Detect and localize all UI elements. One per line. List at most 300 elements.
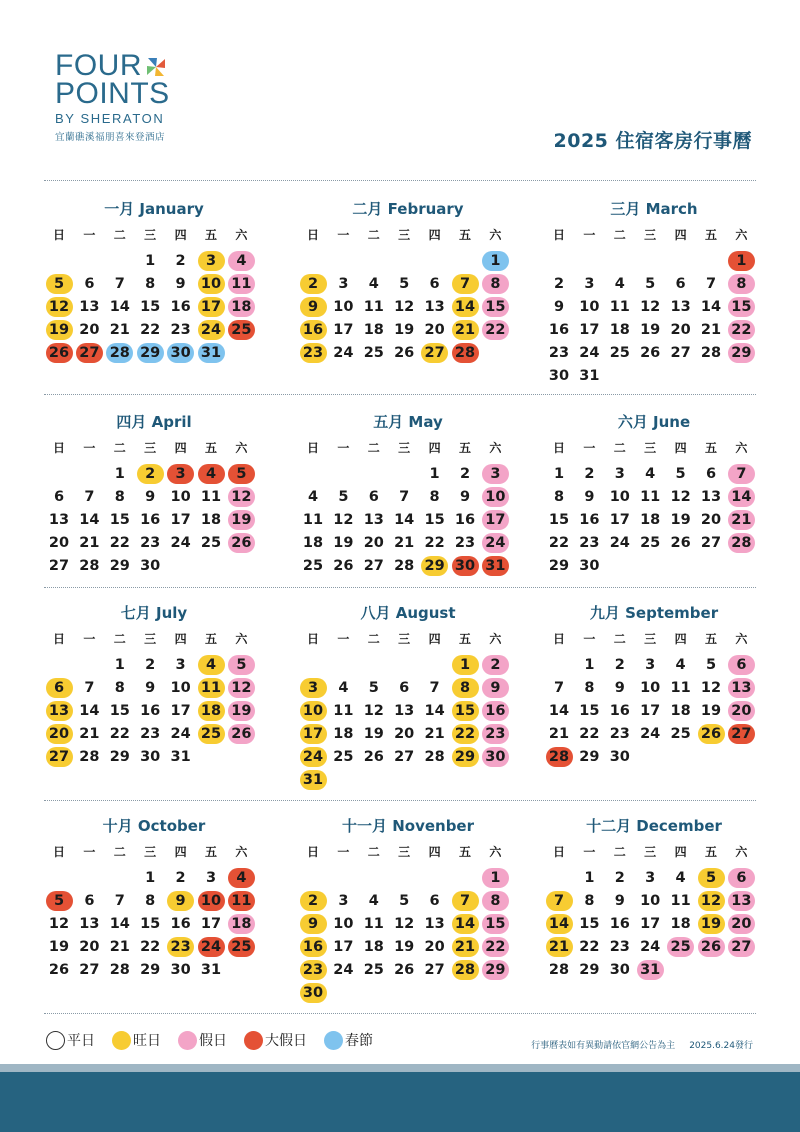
day-cell: 25: [228, 937, 255, 957]
day-cell: 4: [675, 657, 686, 673]
day-cell: 17: [579, 322, 600, 338]
day-cell: 21: [394, 535, 415, 551]
day-cell: 28: [424, 749, 445, 765]
day-cell: 8: [114, 489, 125, 505]
weekday-header: 五: [458, 845, 471, 859]
month-title: 五月 May: [373, 413, 443, 431]
day-cell: 14: [424, 703, 445, 719]
day-cell: 12: [363, 703, 384, 719]
legend: [46, 1030, 390, 1050]
day-cell: 14: [79, 703, 100, 719]
day-cell: 31: [198, 343, 225, 363]
day-cell: 29: [548, 558, 570, 574]
day-cell: 8: [145, 893, 156, 909]
day-cell: 5: [368, 680, 379, 696]
day-cell: 24: [170, 535, 191, 551]
day-cell: 31: [637, 960, 664, 980]
weekday-header: 日: [52, 441, 65, 455]
day-cell: 22: [140, 322, 161, 338]
day-cell: 24: [300, 747, 327, 767]
spring-festival-swatch-icon: [324, 1031, 343, 1050]
day-cell: 29: [728, 343, 755, 363]
day-cell: 2: [145, 657, 156, 673]
day-cell: 20: [424, 939, 445, 955]
day-cell: 18: [198, 701, 225, 721]
month-title: 一月 January: [104, 200, 204, 218]
day-cell: 19: [48, 939, 70, 955]
weekday-header: 四: [428, 228, 441, 242]
day-cell: 9: [614, 893, 625, 909]
footer-stripe: [0, 1064, 800, 1072]
day-cell: 29: [579, 962, 600, 978]
day-cell: 2: [553, 276, 565, 292]
day-cell: 17: [170, 703, 191, 719]
day-cell: 10: [300, 701, 327, 721]
day-cell: 6: [728, 868, 755, 888]
day-cell: 30: [140, 558, 161, 574]
weekday-header: 五: [704, 845, 717, 859]
day-cell: 18: [228, 914, 255, 934]
month-calendar: [298, 411, 518, 591]
day-cell: 26: [228, 533, 255, 553]
day-cell: 31: [482, 556, 509, 576]
day-cell: 7: [429, 680, 440, 696]
weekday-header: 日: [306, 845, 319, 859]
month-calendar: [544, 198, 764, 384]
day-cell: 11: [200, 489, 222, 505]
day-cell: 29: [137, 343, 164, 363]
weekday-header: 二: [367, 632, 380, 646]
day-cell: 6: [399, 680, 410, 696]
day-cell: 13: [700, 489, 722, 505]
day-cell: 30: [609, 962, 630, 978]
day-cell: 24: [170, 726, 191, 742]
weekday-header: 四: [674, 845, 687, 859]
day-cell: 3: [482, 464, 509, 484]
day-cell: 3: [175, 657, 186, 673]
day-cell: 20: [79, 939, 100, 955]
weekday-header: 一: [583, 441, 596, 455]
weekday-header: 三: [398, 441, 411, 455]
day-cell: 1: [482, 251, 509, 271]
day-cell: 7: [84, 489, 95, 505]
day-cell: 10: [640, 680, 661, 696]
day-cell: 25: [198, 724, 225, 744]
day-cell: 12: [700, 680, 722, 696]
weekday-header: 二: [367, 441, 380, 455]
day-cell: 23: [482, 724, 509, 744]
weekday-header: 五: [458, 228, 471, 242]
day-cell: 8: [584, 680, 595, 696]
day-cell: 5: [399, 893, 410, 909]
day-cell: 16: [482, 701, 509, 721]
day-cell: 20: [79, 322, 100, 338]
day-cell: 3: [198, 251, 225, 271]
day-cell: 2: [137, 464, 164, 484]
day-cell: 15: [482, 914, 509, 934]
weekday-header: 五: [204, 632, 217, 646]
month-calendar: [44, 198, 264, 378]
day-cell: 15: [728, 297, 755, 317]
day-cell: 29: [452, 747, 479, 767]
day-cell: 13: [394, 703, 415, 719]
day-cell: 26: [394, 962, 415, 978]
day-cell: 7: [705, 276, 717, 292]
weekday-header: 六: [235, 845, 248, 859]
day-cell: 27: [48, 558, 70, 574]
divider-row-1: [44, 394, 756, 395]
day-cell: 1: [584, 870, 595, 886]
weekday-header: 五: [204, 845, 217, 859]
day-cell: 22: [140, 939, 161, 955]
day-cell: 2: [584, 466, 595, 482]
day-cell: 1: [114, 657, 125, 673]
weekday-header: 一: [337, 441, 350, 455]
day-cell: 8: [482, 891, 509, 911]
day-cell: 16: [140, 703, 161, 719]
day-cell: 28: [700, 345, 722, 361]
weekday-header: 日: [52, 228, 65, 242]
day-cell: 12: [228, 678, 255, 698]
day-cell: 28: [548, 962, 570, 978]
day-cell: 11: [333, 703, 354, 719]
legend-holiday: [178, 1030, 227, 1050]
day-cell: 20: [670, 322, 691, 338]
legend-plain-label: 平日: [67, 1033, 95, 1049]
day-cell: 22: [109, 535, 130, 551]
day-cell: 23: [609, 939, 630, 955]
weekday-header: 六: [235, 632, 248, 646]
day-cell: 26: [46, 343, 73, 363]
day-cell: 11: [363, 916, 384, 932]
day-cell: 14: [109, 299, 130, 315]
weekday-header: 一: [583, 632, 596, 646]
day-cell: 22: [579, 939, 600, 955]
day-cell: 11: [609, 299, 630, 315]
day-cell: 5: [338, 489, 349, 505]
day-cell: 29: [579, 749, 600, 765]
day-cell: 22: [452, 724, 479, 744]
day-cell: 31: [170, 749, 191, 765]
day-cell: 15: [579, 703, 600, 719]
day-cell: 9: [145, 680, 156, 696]
weekday-header: 日: [552, 228, 565, 242]
weekday-header: 三: [144, 845, 157, 859]
day-cell: 6: [429, 893, 440, 909]
day-cell: 18: [200, 512, 222, 528]
weekday-header: 四: [428, 632, 441, 646]
day-cell: 18: [228, 297, 255, 317]
weekday-header: 五: [704, 228, 717, 242]
day-cell: 25: [670, 726, 691, 742]
day-cell: 31: [200, 962, 222, 978]
day-cell: 19: [228, 701, 255, 721]
day-cell: 21: [452, 937, 479, 957]
day-cell: 2: [300, 891, 327, 911]
day-cell: 25: [302, 558, 324, 574]
day-cell: 25: [363, 962, 384, 978]
day-cell: 23: [300, 960, 327, 980]
day-cell: 19: [333, 535, 354, 551]
day-cell: 27: [76, 343, 103, 363]
weekday-header: 一: [337, 845, 350, 859]
day-cell: 23: [140, 535, 161, 551]
pinwheel-logo-icon: [145, 56, 167, 78]
footer-band: [0, 1072, 800, 1132]
day-cell: 12: [228, 487, 255, 507]
weekday-header: 三: [644, 441, 657, 455]
day-cell: 16: [170, 299, 191, 315]
day-cell: 1: [553, 466, 565, 482]
day-cell: 6: [675, 276, 686, 292]
day-cell: 26: [228, 724, 255, 744]
weekday-header: 六: [489, 228, 502, 242]
day-cell: 26: [670, 535, 691, 551]
day-cell: 10: [482, 487, 509, 507]
day-cell: 4: [198, 464, 225, 484]
day-cell: 26: [698, 937, 725, 957]
weekday-header: 一: [337, 632, 350, 646]
weekday-header: 日: [552, 845, 565, 859]
logo-hotel-chinese-name: 宜蘭礁溪福朋喜來登酒店: [55, 132, 166, 143]
day-cell: 18: [333, 726, 354, 742]
weekday-header: 五: [704, 441, 717, 455]
day-cell: 21: [109, 939, 130, 955]
weekday-header: 二: [113, 845, 126, 859]
weekday-header: 日: [306, 632, 319, 646]
legend-weekend: [112, 1030, 161, 1050]
day-cell: 15: [140, 916, 161, 932]
day-cell: 11: [670, 680, 691, 696]
weekday-header: 日: [552, 441, 565, 455]
day-cell: 1: [429, 466, 440, 482]
weekday-header: 六: [489, 632, 502, 646]
page-title: 2025 住宿客房行事曆: [553, 130, 752, 152]
day-cell: 6: [53, 489, 65, 505]
day-cell: 18: [302, 535, 324, 551]
day-cell: 22: [548, 535, 570, 551]
day-cell: 21: [728, 510, 755, 530]
day-cell: 5: [228, 655, 255, 675]
month-calendar: [298, 602, 518, 788]
day-cell: 24: [333, 345, 354, 361]
day-cell: 23: [140, 726, 161, 742]
day-cell: 4: [368, 893, 379, 909]
day-cell: 30: [140, 749, 161, 765]
weekday-header: 五: [704, 632, 717, 646]
day-cell: 13: [46, 701, 73, 721]
day-cell: 13: [670, 299, 691, 315]
day-cell: 12: [48, 916, 70, 932]
day-cell: 28: [394, 558, 415, 574]
day-cell: 7: [728, 464, 755, 484]
weekday-header: 六: [489, 845, 502, 859]
holiday-swatch-icon: [178, 1031, 197, 1050]
legend-holiday-label: 假日: [199, 1033, 227, 1049]
day-cell: 2: [614, 657, 625, 673]
day-cell: 20: [728, 914, 755, 934]
day-cell: 4: [198, 655, 225, 675]
weekday-header: 二: [113, 228, 126, 242]
day-cell: 26: [333, 558, 354, 574]
day-cell: 12: [698, 891, 725, 911]
weekday-header: 六: [735, 228, 748, 242]
day-cell: 16: [548, 322, 570, 338]
day-cell: 2: [459, 466, 471, 482]
weekday-header: 二: [367, 845, 380, 859]
day-cell: 27: [421, 343, 448, 363]
day-cell: 28: [452, 343, 479, 363]
day-cell: 26: [640, 345, 661, 361]
day-cell: 17: [300, 724, 327, 744]
day-cell: 21: [700, 322, 722, 338]
day-cell: 24: [198, 937, 225, 957]
day-cell: 5: [675, 466, 686, 482]
day-cell: 18: [670, 916, 691, 932]
day-cell: 14: [548, 703, 570, 719]
day-cell: 16: [609, 703, 630, 719]
day-cell: 3: [167, 464, 194, 484]
day-cell: 9: [459, 489, 471, 505]
day-cell: 11: [640, 489, 661, 505]
day-cell: 29: [109, 558, 130, 574]
logo-by-sheraton: BY SHERATON: [55, 111, 165, 126]
day-cell: 27: [670, 345, 691, 361]
day-cell: 3: [300, 678, 327, 698]
day-cell: 22: [728, 320, 755, 340]
weekday-header: 五: [458, 632, 471, 646]
day-cell: 22: [424, 535, 445, 551]
day-cell: 13: [728, 891, 755, 911]
day-cell: 3: [645, 870, 656, 886]
divider-bottom: [44, 1013, 756, 1014]
day-cell: 9: [584, 489, 595, 505]
month-calendar: [44, 815, 264, 995]
day-cell: 13: [424, 299, 445, 315]
day-cell: 15: [482, 297, 509, 317]
day-cell: 20: [700, 512, 722, 528]
day-cell: 17: [333, 322, 354, 338]
weekday-header: 三: [398, 632, 411, 646]
day-cell: 23: [454, 535, 476, 551]
day-cell: 20: [424, 322, 445, 338]
day-cell: 11: [302, 512, 324, 528]
weekday-header: 二: [613, 228, 626, 242]
weekday-header: 三: [398, 845, 411, 859]
day-cell: 9: [145, 489, 156, 505]
day-cell: 2: [175, 870, 186, 886]
weekday-header: 五: [204, 441, 217, 455]
day-cell: 13: [363, 512, 384, 528]
day-cell: 4: [338, 680, 349, 696]
day-cell: 10: [198, 891, 225, 911]
day-cell: 31: [300, 770, 327, 790]
day-cell: 16: [454, 512, 476, 528]
weekday-header: 六: [235, 441, 248, 455]
weekday-header: 一: [583, 228, 596, 242]
day-cell: 11: [670, 893, 691, 909]
day-cell: 30: [167, 343, 194, 363]
day-cell: 3: [645, 657, 656, 673]
day-cell: 19: [394, 939, 415, 955]
day-cell: 16: [300, 937, 327, 957]
day-cell: 21: [79, 726, 100, 742]
day-cell: 30: [170, 962, 191, 978]
weekday-header: 三: [644, 228, 657, 242]
month-calendar: [298, 815, 518, 1001]
month-title: 二月 February: [352, 200, 464, 218]
weekday-header: 二: [613, 632, 626, 646]
day-cell: 6: [429, 276, 440, 292]
day-cell: 11: [198, 678, 225, 698]
weekday-header: 六: [489, 441, 502, 455]
weekday-header: 三: [644, 845, 657, 859]
day-cell: 28: [79, 749, 100, 765]
day-cell: 9: [175, 276, 186, 292]
day-cell: 19: [698, 914, 725, 934]
day-cell: 24: [482, 533, 509, 553]
weekday-header: 一: [583, 845, 596, 859]
weekday-header: 一: [83, 845, 96, 859]
day-cell: 10: [198, 274, 225, 294]
day-cell: 29: [482, 960, 509, 980]
weekday-header: 三: [398, 228, 411, 242]
weekday-header: 日: [52, 632, 65, 646]
day-cell: 1: [145, 870, 156, 886]
day-cell: 21: [79, 535, 100, 551]
day-cell: 8: [452, 678, 479, 698]
day-cell: 17: [200, 916, 222, 932]
day-cell: 4: [645, 466, 656, 482]
weekday-header: 四: [174, 632, 187, 646]
day-cell: 14: [79, 512, 100, 528]
day-cell: 8: [114, 680, 125, 696]
day-cell: 30: [452, 556, 479, 576]
day-cell: 24: [640, 939, 661, 955]
weekday-header: 六: [735, 632, 748, 646]
day-cell: 28: [79, 558, 100, 574]
day-cell: 27: [363, 558, 384, 574]
day-cell: 17: [333, 939, 354, 955]
day-cell: 19: [363, 726, 384, 742]
big-holiday-swatch-icon: [244, 1031, 263, 1050]
day-cell: 26: [698, 724, 725, 744]
day-cell: 24: [333, 962, 354, 978]
weekday-header: 四: [428, 441, 441, 455]
day-cell: 25: [200, 535, 222, 551]
weekday-header: 日: [306, 441, 319, 455]
peak-day-swatch-icon: [112, 1031, 131, 1050]
weekday-header: 二: [367, 228, 380, 242]
day-cell: 13: [48, 512, 70, 528]
day-cell: 5: [705, 657, 717, 673]
day-cell: 19: [394, 322, 415, 338]
weekday-header: 三: [144, 228, 157, 242]
day-cell: 30: [482, 747, 509, 767]
day-cell: 7: [546, 891, 573, 911]
day-cell: 25: [363, 345, 384, 361]
month-title: 六月 June: [617, 413, 691, 431]
weekday-header: 六: [235, 228, 248, 242]
day-cell: 1: [728, 251, 755, 271]
day-cell: 24: [609, 535, 630, 551]
weekday-header: 五: [458, 441, 471, 455]
day-cell: 8: [482, 274, 509, 294]
weekday-header: 一: [83, 441, 96, 455]
month-title: 十月 October: [102, 817, 206, 835]
month-title: 七月 July: [120, 604, 188, 622]
day-cell: 5: [399, 276, 410, 292]
